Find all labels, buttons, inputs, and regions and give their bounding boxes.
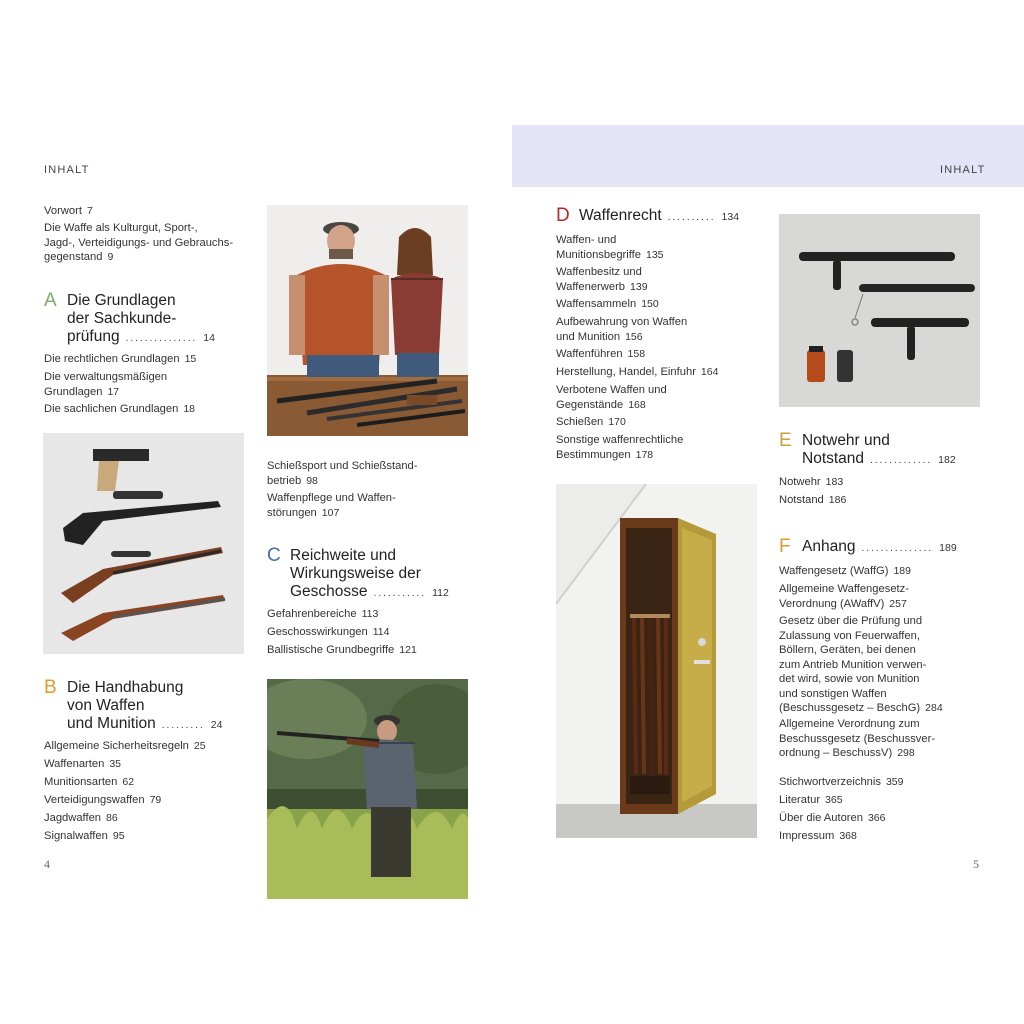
toc-entry[interactable] — [556, 347, 645, 362]
chapter-letter: C — [267, 545, 281, 566]
toc-entry-text: Die verwaltungsmäßigen Grundlagen — [44, 371, 168, 398]
toc-page-number: 298 — [897, 747, 915, 759]
toc-entry-text: Verbotene Waffen und Gegenstände — [556, 384, 667, 411]
toc-entry[interactable] — [779, 475, 843, 490]
toc-page-number: 170 — [608, 416, 626, 428]
toc-entry-text: Vorwort — [44, 205, 82, 217]
toc-page-number: 107 — [321, 506, 340, 519]
toc-page-number: 86 — [106, 812, 118, 824]
toc-entry-text: Waffensammeln — [556, 298, 637, 310]
running-head-left: INHALT — [44, 164, 90, 176]
chapter-title-line: Notwehr und — [802, 432, 890, 449]
toc-page-number: 9 — [107, 251, 114, 263]
toc-entry-text: Waffen- und Munitionsbegriffe — [556, 234, 641, 261]
header-band — [512, 125, 1024, 187]
chapter-title-line: Notstand — [802, 450, 865, 467]
toc-entry[interactable] — [267, 643, 417, 658]
toc-entry[interactable] — [44, 370, 167, 399]
toc-page-number: 156 — [625, 330, 643, 343]
toc-entry-text: Sonstige waffenrechtliche Bestimmungen — [556, 434, 684, 461]
toc-entry-text: Impressum — [779, 830, 835, 842]
toc-entry-text: Notwehr — [779, 476, 821, 488]
chapter-title-line: Geschosse — [290, 583, 368, 600]
toc-page-number: 62 — [122, 776, 135, 788]
chapter-title — [802, 432, 956, 470]
toc-entry[interactable] — [779, 793, 843, 808]
toc-page-number: 18 — [183, 403, 196, 415]
chapter-title — [67, 292, 215, 348]
toc-entry-text: Waffenführen — [556, 348, 623, 360]
toc-page-number: 79 — [149, 794, 162, 806]
chapter-letter: D — [556, 205, 570, 226]
toc-entry[interactable] — [556, 233, 664, 262]
toc-entry[interactable] — [267, 607, 378, 622]
photo-gun-safe — [556, 484, 757, 838]
toc-page-number: 189 — [893, 565, 911, 577]
toc-entry[interactable] — [556, 415, 626, 430]
leader-dots: ............... — [125, 333, 198, 344]
toc-page-number: 186 — [828, 494, 847, 506]
toc-entry-text: Jagdwaffen — [44, 812, 102, 824]
leader-dots: .......... — [667, 212, 716, 223]
chapter-title-line: Waffenrecht — [579, 207, 662, 224]
chapter-title — [290, 547, 449, 603]
toc-entry-text: Gefahrenbereiche — [267, 608, 357, 620]
toc-entry-text: Gesetz über die Prüfung und Zulassung von Feuerwaffen, Böllern, Geräten, bei denen zum Antrieb Munition verwen- det wird, sowie von Munition und sonstigen Waffen (Beschussgesetz – BeschG) — [779, 615, 927, 714]
toc-page-number: 139 — [630, 280, 648, 293]
running-head-right: INHALT — [940, 164, 986, 176]
leader-dots: ......... — [161, 720, 205, 731]
toc-page-number: 366 — [867, 812, 886, 824]
toc-entry-text: Die rechtlichen Grundlagen — [44, 353, 180, 365]
toc-entry-text: Die sachlichen Grundlagen — [44, 403, 179, 415]
toc-entry[interactable] — [44, 402, 195, 417]
toc-page-number: 368 — [839, 830, 857, 842]
toc-entry-text: Allgemeine Waffengesetz- Verordnung (AWaffV) — [779, 583, 909, 610]
leader-dots: ........... — [373, 588, 427, 599]
toc-entry-text: Waffenpflege und Waffen- störungen — [267, 492, 396, 519]
toc-page-number: 35 — [109, 758, 122, 770]
toc-entry[interactable] — [44, 811, 118, 826]
toc-entry-text: Schießsport und Schießstand- betrieb — [267, 460, 418, 487]
leader-dots: ............... — [861, 543, 934, 554]
toc-entry[interactable] — [556, 433, 683, 462]
toc-page-number: 121 — [399, 644, 417, 656]
toc-page-number: 25 — [193, 740, 206, 752]
chapter-title-line: und Munition — [67, 715, 156, 732]
toc-page-number: 168 — [628, 398, 646, 411]
toc-entry[interactable] — [44, 221, 254, 265]
toc-page-number: 135 — [646, 248, 664, 261]
toc-entry[interactable] — [779, 614, 943, 716]
toc-page-number: 365 — [825, 794, 843, 806]
toc-entry[interactable] — [44, 775, 134, 790]
chapter-title-line: prüfung — [67, 328, 120, 345]
toc-entry-text: Waffengesetz (WaffG) — [779, 565, 889, 577]
page-number-left: 4 — [44, 857, 50, 871]
toc-entry-text: Munitionsarten — [44, 776, 118, 788]
toc-entry-text: Über die Autoren — [779, 812, 863, 824]
chapter-letter: E — [779, 430, 792, 451]
toc-entry-text: Waffenbesitz und Waffenerwerb — [556, 266, 642, 293]
toc-page-number: 164 — [700, 366, 719, 378]
photo-batons-pepper-spray — [779, 214, 980, 407]
toc-entry-text: Herstellung, Handel, Einfuhr — [556, 366, 696, 378]
toc-entry-text: Notstand — [779, 494, 824, 506]
chapter-letter: F — [779, 536, 791, 557]
chapter-page-number: 134 — [721, 211, 740, 223]
toc-page-number: 114 — [372, 626, 390, 638]
toc-entry[interactable] — [44, 204, 93, 219]
toc-page-number: 150 — [641, 298, 659, 310]
toc-page-number: 15 — [184, 353, 197, 365]
toc-entry[interactable] — [44, 829, 125, 844]
toc-page-number: 7 — [86, 205, 93, 217]
toc-entry[interactable] — [556, 383, 667, 412]
chapter-title — [67, 679, 222, 735]
toc-entry-text: Stichwortverzeichnis — [779, 776, 881, 788]
toc-entry-text: Die Waffe als Kulturgut, Sport-, Jagd-, Verteidigungs- und Gebrauchs- gegenstand — [44, 222, 234, 263]
toc-entry[interactable] — [779, 564, 911, 579]
toc-entry-text: Signalwaffen — [44, 830, 108, 842]
toc-entry[interactable] — [44, 352, 196, 367]
toc-entry-text: Ballistische Grundbegriffe — [267, 644, 395, 656]
chapter-page-number: 189 — [939, 542, 957, 554]
toc-entry[interactable] — [779, 582, 909, 611]
toc-entry[interactable] — [779, 493, 846, 508]
toc-entry[interactable] — [44, 757, 121, 772]
toc-entry[interactable] — [44, 793, 161, 808]
toc-page-number: 113 — [361, 608, 379, 620]
toc-entry[interactable] — [779, 717, 935, 761]
toc-page-number: 95 — [112, 830, 125, 842]
chapter-title-line: Wirkungsweise der — [290, 565, 421, 582]
toc-entry[interactable] — [556, 365, 718, 380]
chapter-title-line: Anhang — [802, 538, 856, 555]
chapter-title-line: Die Grundlagen — [67, 292, 176, 309]
chapter-title-line: der Sachkunde- — [67, 310, 177, 327]
toc-entry[interactable] — [779, 829, 857, 844]
toc-page-number: 359 — [885, 776, 904, 788]
toc-page-number: 158 — [627, 348, 646, 360]
chapter-page-number: 182 — [938, 454, 956, 466]
toc-entry-text: Schießen — [556, 416, 604, 428]
toc-entry-text: Aufbewahrung von Waffen und Munition — [556, 316, 688, 343]
chapter-letter: A — [44, 290, 57, 311]
chapter-letter: B — [44, 677, 57, 698]
chapter-page-number: 112 — [432, 587, 449, 599]
leader-dots: ............. — [870, 455, 933, 466]
toc-entry[interactable] — [779, 775, 904, 790]
photo-instructors-with-guns — [267, 205, 468, 436]
toc-page-number: 98 — [306, 474, 318, 487]
page-number-right: 5 — [973, 857, 979, 871]
toc-entry-text: Geschosswirkungen — [267, 626, 368, 638]
toc-entry[interactable] — [556, 297, 659, 312]
chapter-title — [802, 538, 957, 558]
toc-entry[interactable] — [556, 315, 687, 344]
chapter-title-line: Die Handhabung — [67, 679, 184, 696]
chapter-title-line: von Waffen — [67, 697, 145, 714]
chapter-title-line: Reichweite und — [290, 547, 396, 564]
toc-entry[interactable] — [779, 811, 886, 826]
toc-entry-text: Waffenarten — [44, 758, 105, 770]
toc-page-number: 183 — [825, 476, 844, 488]
chapter-title — [579, 207, 739, 227]
toc-page-number: 284 — [925, 702, 943, 714]
chapter-page-number: 14 — [203, 332, 215, 344]
toc-entry[interactable] — [267, 459, 418, 488]
toc-page-number: 257 — [889, 597, 907, 610]
photo-firearms-collection — [43, 433, 244, 654]
toc-entry-text: Allgemeine Sicherheitsregeln — [44, 740, 189, 752]
toc-entry[interactable] — [267, 625, 390, 640]
toc-entry[interactable] — [44, 739, 206, 754]
toc-page-number: 178 — [635, 448, 654, 461]
chapter-page-number: 24 — [210, 719, 223, 731]
toc-entry-text: Literatur — [779, 794, 821, 806]
photo-hunter-aiming — [267, 679, 468, 899]
toc-entry[interactable] — [267, 491, 396, 520]
toc-entry-text: Allgemeine Verordnung zum Beschussgesetz (Beschussver- ordnung – BeschussV) — [779, 718, 936, 759]
toc-page-number: 17 — [107, 385, 120, 398]
toc-entry[interactable] — [556, 265, 648, 294]
toc-entry-text: Verteidigungswaffen — [44, 794, 145, 806]
